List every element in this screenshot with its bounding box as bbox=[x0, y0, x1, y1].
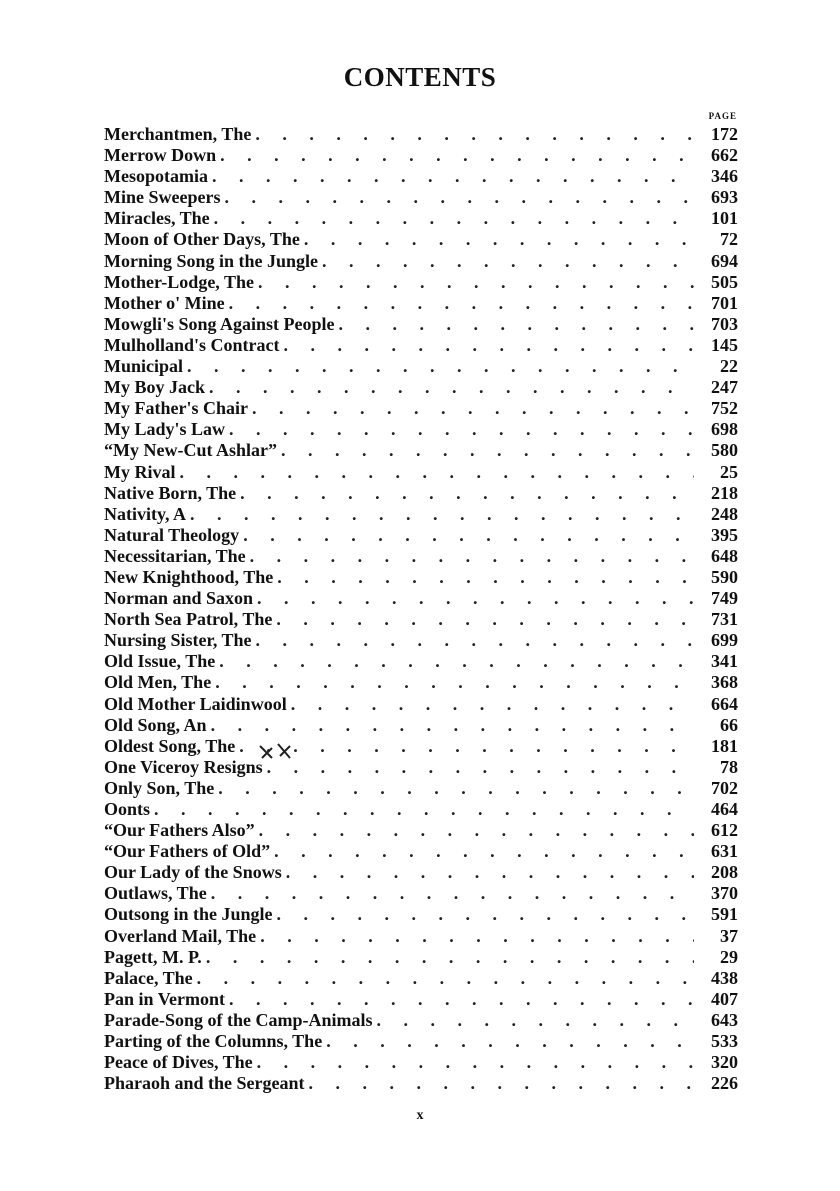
toc-entry bbox=[104, 947, 738, 968]
dot-leader bbox=[291, 694, 694, 715]
dot-leader bbox=[252, 398, 694, 419]
toc-entry bbox=[104, 208, 738, 229]
toc-entry-page-number: 247 bbox=[711, 377, 738, 398]
toc-entry-page-number: 752 bbox=[711, 398, 738, 419]
dot-leader bbox=[257, 588, 694, 609]
toc-entry-page-number: 370 bbox=[711, 883, 738, 904]
dot-leader bbox=[187, 356, 694, 377]
dot-leader bbox=[377, 1010, 695, 1031]
toc-entry-page-number: 78 bbox=[720, 756, 738, 777]
dot-leader bbox=[240, 483, 694, 504]
contents-list bbox=[104, 124, 738, 1094]
dot-leader bbox=[339, 314, 694, 335]
toc-entry-page-number: 248 bbox=[711, 503, 738, 524]
toc-entry bbox=[104, 588, 738, 609]
toc-entry-page-number: 662 bbox=[711, 145, 738, 166]
dot-leader bbox=[250, 546, 694, 567]
toc-entry-page-number: 407 bbox=[711, 988, 738, 1009]
toc-entry bbox=[104, 377, 738, 398]
page-column-label: PAGE bbox=[708, 111, 737, 121]
toc-entry-title: Mother o' Mine bbox=[104, 292, 225, 313]
toc-entry bbox=[104, 314, 738, 335]
dot-leader bbox=[326, 1031, 694, 1052]
toc-entry bbox=[104, 546, 738, 567]
toc-entry-page-number: 72 bbox=[720, 229, 738, 250]
toc-entry-page-number: 698 bbox=[711, 419, 738, 440]
dot-leader bbox=[215, 672, 694, 693]
toc-entry bbox=[104, 293, 738, 314]
toc-entry-page-number: 66 bbox=[720, 714, 738, 735]
toc-entry bbox=[104, 694, 738, 715]
dot-leader bbox=[180, 462, 695, 483]
toc-entry-title: Our Lady of the Snows bbox=[104, 862, 282, 883]
toc-entry bbox=[104, 398, 738, 419]
dot-leader bbox=[190, 504, 694, 525]
toc-entry-title: Norman and Saxon bbox=[104, 588, 254, 609]
toc-entry-page-number: 218 bbox=[711, 482, 738, 503]
dot-leader bbox=[257, 1052, 694, 1073]
toc-entry-page-number: 181 bbox=[711, 735, 738, 756]
toc-entry bbox=[104, 715, 738, 736]
toc-entry-page-number: 25 bbox=[720, 461, 738, 482]
dot-leader bbox=[286, 862, 694, 883]
toc-entry-title: Municipal bbox=[104, 356, 184, 377]
dot-leader bbox=[211, 883, 694, 904]
toc-entry bbox=[104, 904, 738, 925]
toc-entry-page-number: 505 bbox=[711, 271, 738, 292]
toc-entry-title: Outsong in the Jungle bbox=[104, 904, 273, 925]
toc-entry-title: Necessitarian, The bbox=[104, 545, 246, 566]
toc-entry bbox=[104, 504, 738, 525]
toc-entry-title: Outlaws, The bbox=[104, 883, 207, 904]
toc-entry-title: Nativity, A bbox=[104, 503, 187, 524]
toc-entry-title: Palace, The bbox=[104, 967, 193, 988]
dot-leader bbox=[214, 208, 694, 229]
toc-entry-title: Old Issue, The bbox=[104, 651, 216, 672]
toc-entry-page-number: 346 bbox=[711, 166, 738, 187]
page-title: CONTENTS bbox=[343, 62, 497, 92]
toc-entry-title: Moon of Other Days, The bbox=[104, 229, 300, 250]
toc-entry bbox=[104, 778, 738, 799]
toc-entry-page-number: 320 bbox=[711, 1052, 738, 1073]
page-folio: x bbox=[416, 1108, 424, 1123]
toc-entry-page-number: 749 bbox=[711, 588, 738, 609]
dot-leader bbox=[255, 124, 694, 145]
toc-entry-page-number: 395 bbox=[711, 524, 738, 545]
toc-entry-title: One Viceroy Resigns bbox=[104, 756, 263, 777]
toc-entry-title: Old Mother Laidinwool bbox=[104, 693, 287, 714]
toc-entry bbox=[104, 483, 738, 504]
toc-entry-title: Mesopotamia bbox=[104, 166, 208, 187]
toc-entry bbox=[104, 272, 738, 293]
dot-leader bbox=[209, 377, 694, 398]
dot-leader bbox=[277, 567, 694, 588]
toc-entry-page-number: 368 bbox=[711, 672, 738, 693]
dot-leader bbox=[229, 989, 694, 1010]
toc-entry-page-number: 643 bbox=[711, 1009, 738, 1030]
dot-leader bbox=[229, 419, 694, 440]
toc-entry-title: Oldest Song, The bbox=[104, 735, 236, 756]
toc-entry-page-number: 702 bbox=[711, 777, 738, 798]
toc-entry-page-number: 101 bbox=[711, 208, 738, 229]
toc-entry-title: Mine Sweepers bbox=[104, 187, 221, 208]
dot-leader bbox=[212, 166, 694, 187]
toc-entry bbox=[104, 883, 738, 904]
dot-leader bbox=[243, 525, 694, 546]
toc-entry-page-number: 208 bbox=[711, 862, 738, 883]
toc-entry-title: “Our Fathers of Old” bbox=[104, 841, 271, 862]
toc-entry bbox=[104, 145, 738, 166]
toc-entry-title: Merrow Down bbox=[104, 145, 217, 166]
toc-entry-title: Pan in Vermont bbox=[104, 988, 226, 1009]
toc-entry bbox=[104, 356, 738, 377]
toc-entry-page-number: 464 bbox=[711, 799, 738, 819]
dot-leader bbox=[218, 778, 694, 799]
toc-entry bbox=[104, 651, 738, 672]
toc-entry bbox=[104, 968, 738, 989]
dot-leader bbox=[274, 841, 694, 862]
toc-entry-page-number: 590 bbox=[711, 566, 738, 587]
toc-entry bbox=[104, 124, 738, 145]
toc-entry-title: Native Born, The bbox=[104, 482, 237, 503]
toc-entry-title: My Lady's Law bbox=[104, 419, 226, 440]
toc-entry-title: Mulholland's Contract bbox=[104, 334, 280, 355]
toc-entry bbox=[104, 462, 738, 483]
toc-entry-title: Pagett, M. P. bbox=[104, 946, 202, 967]
toc-entry-page-number: 731 bbox=[711, 609, 738, 630]
toc-entry-title: My Rival bbox=[104, 461, 176, 482]
dot-leader bbox=[304, 229, 694, 250]
dot-leader bbox=[322, 251, 694, 272]
toc-entry-page-number: 701 bbox=[711, 292, 738, 313]
toc-entry bbox=[104, 1010, 738, 1031]
toc-entry-page-number: 533 bbox=[711, 1031, 738, 1052]
toc-entry-page-number: 648 bbox=[711, 545, 738, 566]
toc-entry-page-number: 37 bbox=[720, 925, 738, 946]
dot-leader bbox=[211, 715, 694, 736]
toc-entry-title: Pharaoh and the Sergeant bbox=[104, 1073, 305, 1094]
dot-leader bbox=[224, 187, 694, 208]
toc-entry-page-number: 29 bbox=[720, 946, 738, 967]
toc-entry-title: Parade-Song of the Camp-Animals bbox=[104, 1009, 373, 1030]
dot-leader bbox=[259, 820, 694, 841]
dot-leader bbox=[256, 630, 694, 651]
toc-entry-title: New Knighthood, The bbox=[104, 566, 274, 587]
toc-entry-page-number: 22 bbox=[720, 356, 738, 377]
toc-entry bbox=[104, 251, 738, 272]
toc-entry-title: Peace of Dives, The bbox=[104, 1052, 253, 1073]
handwritten-cross-mark bbox=[258, 742, 308, 762]
toc-entry bbox=[104, 609, 738, 630]
toc-entry-title: Morning Song in the Jungle bbox=[104, 250, 319, 271]
dot-leader bbox=[284, 335, 694, 356]
toc-entry bbox=[104, 1073, 738, 1094]
toc-entry-title: Overland Mail, The bbox=[104, 925, 257, 946]
toc-entry-title: Miracles, The bbox=[104, 208, 210, 229]
toc-entry bbox=[104, 229, 738, 250]
toc-entry bbox=[104, 419, 738, 440]
dot-leader bbox=[154, 799, 694, 820]
toc-entry-page-number: 664 bbox=[711, 693, 738, 714]
toc-entry-title: Old Men, The bbox=[104, 672, 212, 693]
dot-leader bbox=[260, 926, 694, 947]
toc-entry-page-number: 612 bbox=[711, 820, 738, 841]
toc-entry bbox=[104, 820, 738, 841]
toc-entry bbox=[104, 757, 738, 778]
toc-entry-page-number: 699 bbox=[711, 630, 738, 651]
dot-leader bbox=[220, 145, 694, 166]
dot-leader bbox=[206, 947, 694, 968]
toc-entry-title: North Sea Patrol, The bbox=[104, 609, 273, 630]
toc-entry bbox=[104, 926, 738, 947]
toc-entry bbox=[104, 1031, 738, 1052]
dot-leader bbox=[258, 272, 694, 293]
dot-leader bbox=[309, 1073, 694, 1094]
toc-entry-title: Mother-Lodge, The bbox=[104, 271, 254, 292]
toc-entry-title: Oonts bbox=[104, 799, 151, 819]
dot-leader bbox=[197, 968, 694, 989]
toc-entry bbox=[104, 166, 738, 187]
toc-entry-page-number: 172 bbox=[711, 124, 738, 144]
toc-entry-title: Mowgli's Song Against People bbox=[104, 313, 335, 334]
toc-entry bbox=[104, 525, 738, 546]
toc-entry-title: Nursing Sister, The bbox=[104, 630, 252, 651]
toc-entry bbox=[104, 440, 738, 461]
toc-entry-page-number: 438 bbox=[711, 967, 738, 988]
toc-entry-page-number: 631 bbox=[711, 841, 738, 862]
toc-entry bbox=[104, 862, 738, 883]
toc-entry bbox=[104, 736, 738, 757]
dot-leader bbox=[267, 757, 694, 778]
toc-entry-title: “My New-Cut Ashlar” bbox=[104, 440, 277, 461]
toc-entry bbox=[104, 1052, 738, 1073]
toc-entry-page-number: 580 bbox=[711, 440, 738, 461]
toc-entry-title: Parting of the Columns, The bbox=[104, 1031, 323, 1052]
toc-entry-page-number: 145 bbox=[711, 334, 738, 355]
toc-entry-page-number: 693 bbox=[711, 187, 738, 208]
dot-leader bbox=[229, 293, 694, 314]
toc-entry-page-number: 341 bbox=[711, 651, 738, 672]
toc-entry-title: My Father's Chair bbox=[104, 398, 248, 419]
toc-entry-title: My Boy Jack bbox=[104, 377, 205, 398]
toc-entry-title: Merchantmen, The bbox=[104, 124, 252, 144]
toc-entry bbox=[104, 989, 738, 1010]
toc-entry bbox=[104, 187, 738, 208]
dot-leader bbox=[276, 609, 694, 630]
dot-leader bbox=[219, 651, 694, 672]
toc-entry-page-number: 226 bbox=[711, 1073, 738, 1094]
toc-entry bbox=[104, 672, 738, 693]
toc-entry-page-number: 694 bbox=[711, 250, 738, 271]
dot-leader bbox=[281, 440, 694, 461]
toc-entry-page-number: 591 bbox=[711, 904, 738, 925]
toc-entry-title: Natural Theology bbox=[104, 524, 240, 545]
toc-entry bbox=[104, 335, 738, 356]
toc-entry-title: “Our Fathers Also” bbox=[104, 820, 255, 841]
toc-entry-title: Only Son, The bbox=[104, 777, 215, 798]
toc-entry-page-number: 703 bbox=[711, 313, 738, 334]
toc-entry bbox=[104, 799, 738, 820]
toc-entry-title: Old Song, An bbox=[104, 714, 207, 735]
toc-entry bbox=[104, 630, 738, 651]
dot-leader bbox=[277, 904, 694, 925]
toc-entry bbox=[104, 567, 738, 588]
toc-entry bbox=[104, 841, 738, 862]
